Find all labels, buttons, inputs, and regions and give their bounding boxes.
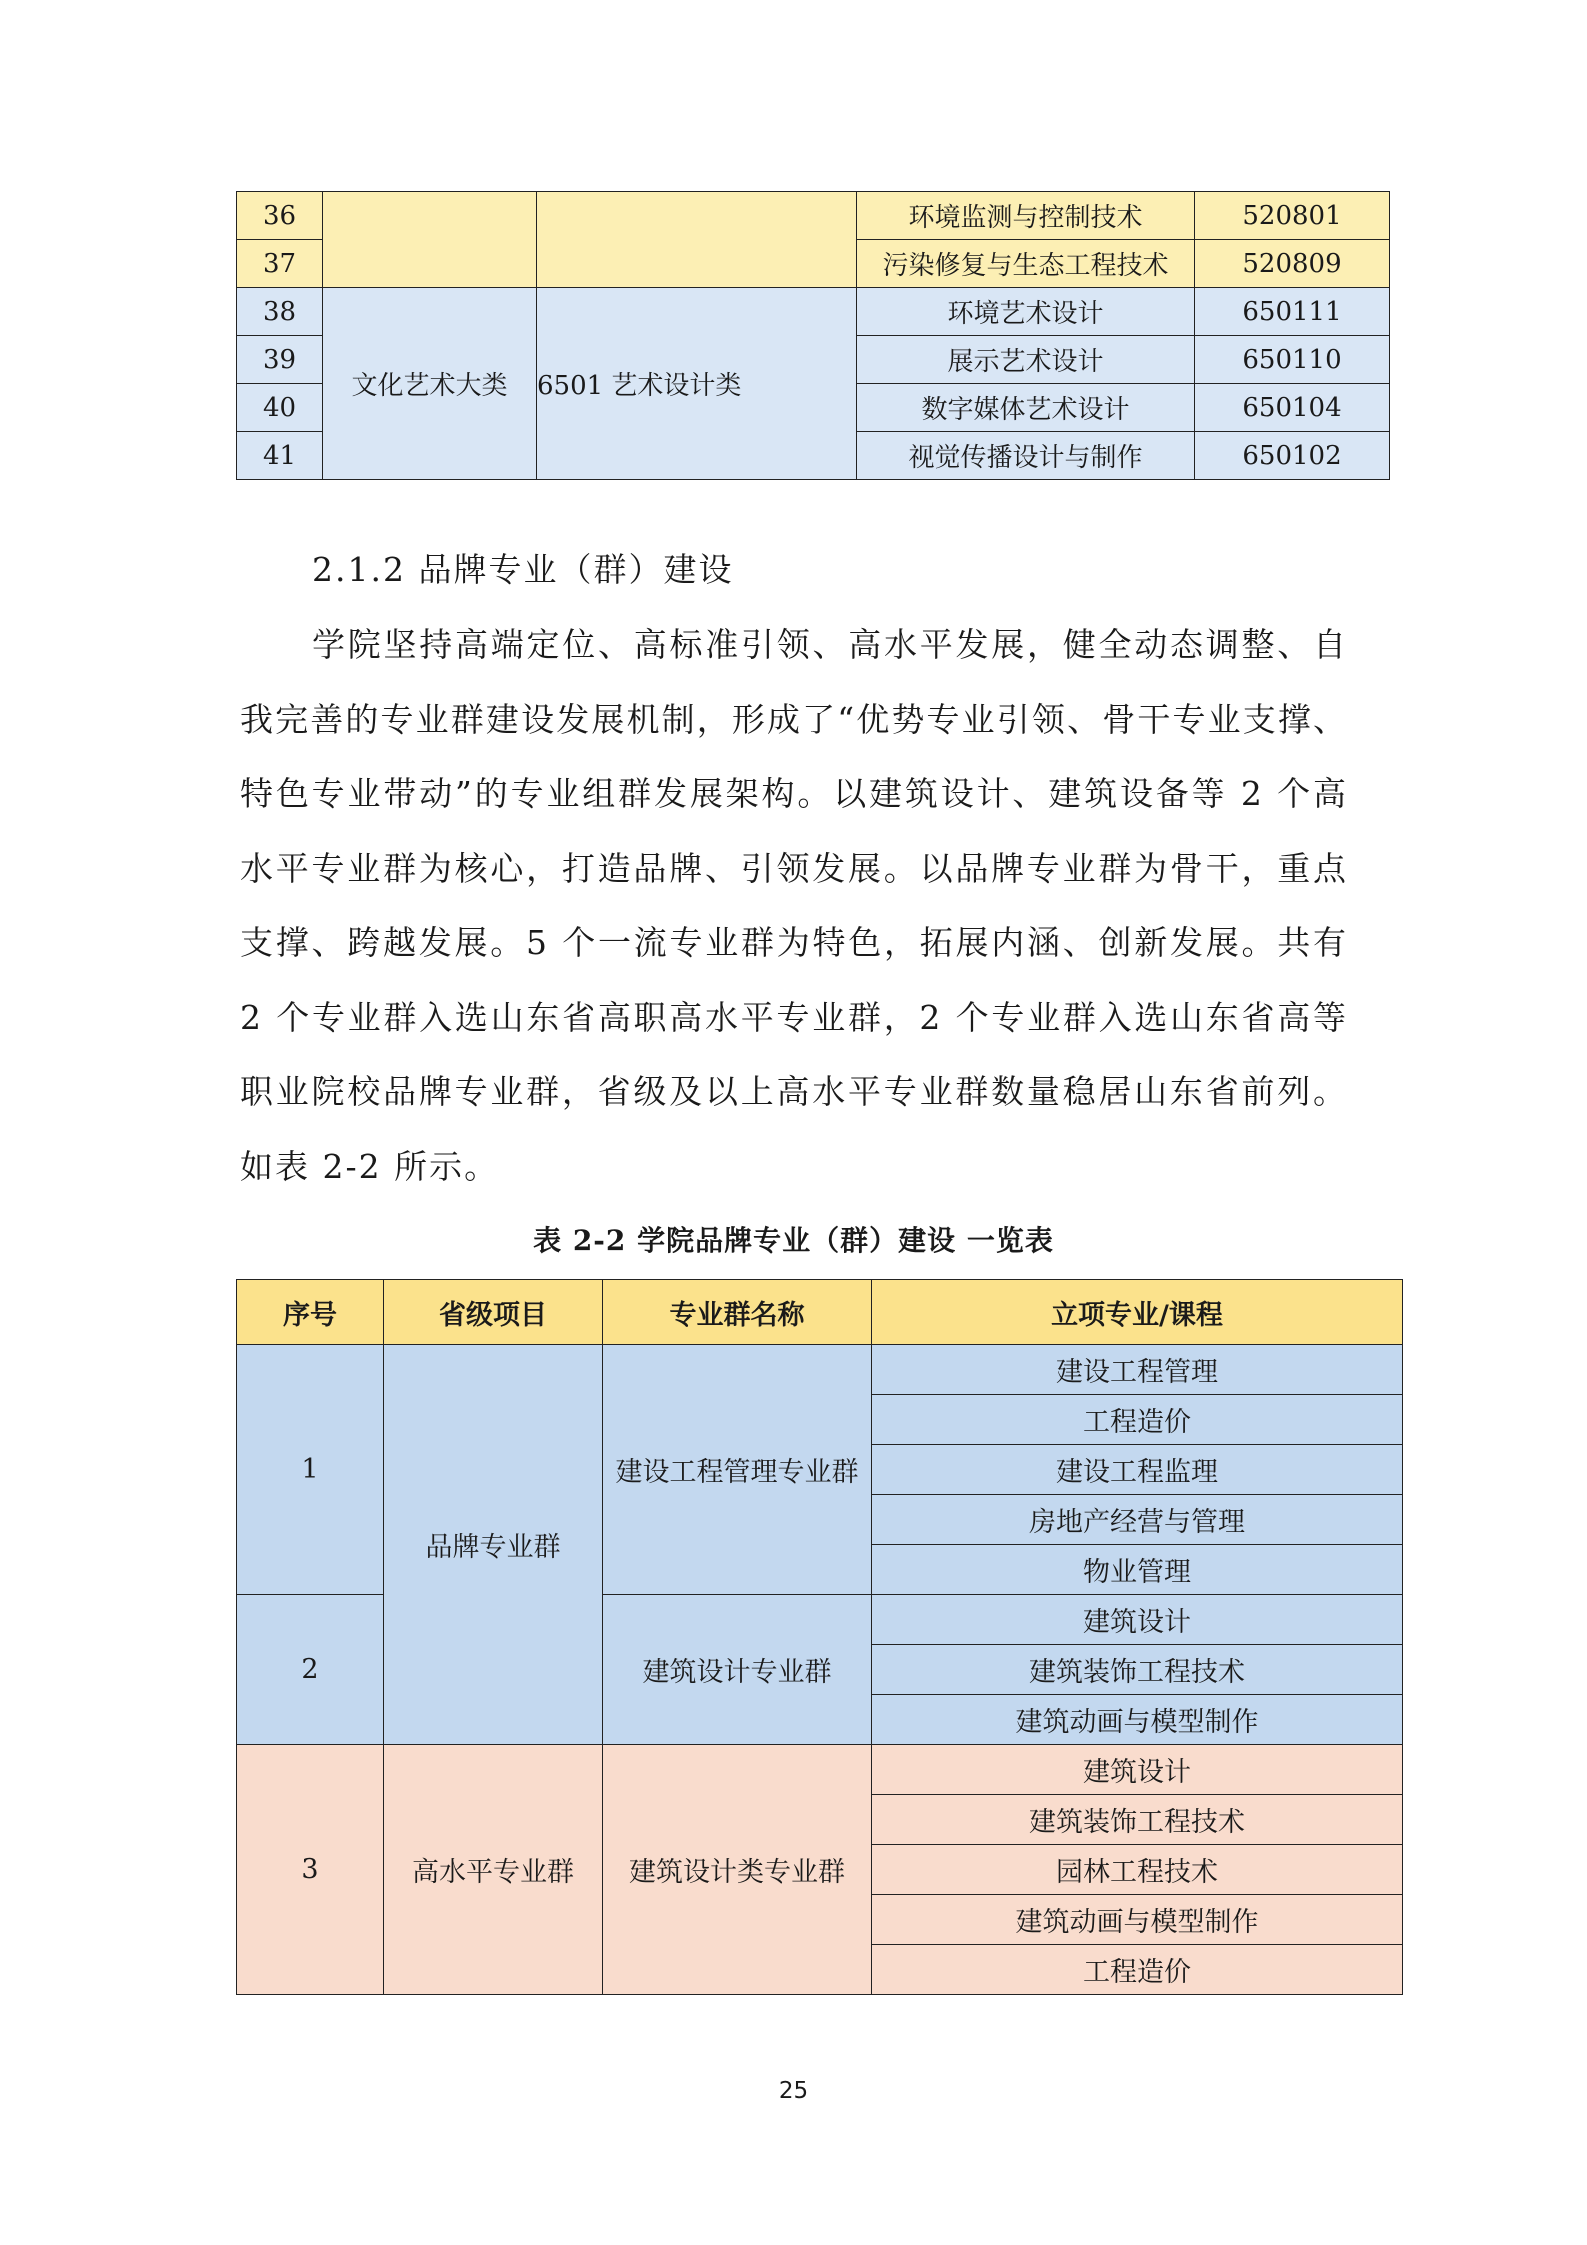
- group-number: 2: [237, 1595, 384, 1745]
- major-name: 建设工程管理: [872, 1345, 1403, 1395]
- provincial-project: 品牌专业群: [384, 1345, 603, 1745]
- group-number: 3: [237, 1745, 384, 1995]
- category-cell: 文化艺术大类: [323, 288, 537, 480]
- major-name: 建筑设计: [872, 1745, 1403, 1795]
- row-number: 36: [237, 192, 323, 240]
- major-name: 环境监测与控制技术: [857, 192, 1195, 240]
- major-name: 物业管理: [872, 1545, 1403, 1595]
- major-catalog-table: [236, 191, 1390, 480]
- page-number: 25: [778, 2078, 809, 2104]
- brand-cluster-table: [236, 1279, 1403, 1995]
- major-name: 视觉传播设计与制作: [857, 432, 1195, 480]
- major-name: 房地产经营与管理: [872, 1495, 1403, 1545]
- major-name: 建筑装饰工程技术: [872, 1795, 1403, 1845]
- major-name: 建筑动画与模型制作: [872, 1895, 1403, 1945]
- body-paragraph: 学院坚持高端定位、高标准引领、高水平发展，健全动态调整、自我完善的专业群建设发展机制，形成了“优势专业引领、骨干专业支撑、特色专业带动”的专业组群发展架构。以建筑设计、建筑设备等 2 个高水平专业群为核心，打造品牌、引领发展。以品牌专业群为骨干，重点支撑、跨越发展。5 个一流专业群为特色，拓展内涵、创新发展。共有 2 个专业群入选山东省高职高水平专业群，2 个专业群入选山东省高等职业院校品牌专业群，省级及以上高水平专业群数量稳居山东省前列。如表 2-2 所示。: [240, 625, 1348, 1186]
- provincial-project: 高水平专业群: [384, 1745, 603, 1995]
- cluster-name: 建设工程管理专业群: [603, 1345, 872, 1595]
- section-heading: 2.1.2 品牌专业（群）建设: [312, 550, 734, 589]
- major-name: 环境艺术设计: [857, 288, 1195, 336]
- cluster-name: 建筑设计类专业群: [603, 1745, 872, 1995]
- major-code: 520809: [1195, 240, 1390, 288]
- column-header: 序号: [237, 1280, 384, 1345]
- subcategory-cell: 6501 艺术设计类: [537, 288, 857, 480]
- major-name: 工程造价: [872, 1395, 1403, 1445]
- row-number: 39: [237, 336, 323, 384]
- row-number: 37: [237, 240, 323, 288]
- column-header: 省级项目: [384, 1280, 603, 1345]
- major-name: 数字媒体艺术设计: [857, 384, 1195, 432]
- major-code: 650110: [1195, 336, 1390, 384]
- table-caption: 表 2-2 学院品牌专业（群）建设 一览表: [533, 1224, 1054, 1257]
- table-row: [237, 288, 1390, 336]
- major-name: 建筑设计: [872, 1595, 1403, 1645]
- category-cell: [323, 192, 537, 288]
- major-code: 520801: [1195, 192, 1390, 240]
- row-number: 41: [237, 432, 323, 480]
- major-code: 650102: [1195, 432, 1390, 480]
- subcategory-cell: [537, 192, 857, 288]
- row-number: 40: [237, 384, 323, 432]
- table-row: [237, 1745, 1403, 1795]
- major-name: 建筑装饰工程技术: [872, 1645, 1403, 1695]
- table-row: [237, 1345, 1403, 1395]
- table-row: [237, 192, 1390, 240]
- major-name: 园林工程技术: [872, 1845, 1403, 1895]
- major-name: 工程造价: [872, 1945, 1403, 1995]
- major-name: 展示艺术设计: [857, 336, 1195, 384]
- cluster-name: 建筑设计专业群: [603, 1595, 872, 1745]
- table-header-row: [237, 1280, 1403, 1345]
- major-code: 650111: [1195, 288, 1390, 336]
- major-name: 建筑动画与模型制作: [872, 1695, 1403, 1745]
- major-name: 建设工程监理: [872, 1445, 1403, 1495]
- major-code: 650104: [1195, 384, 1390, 432]
- major-name: 污染修复与生态工程技术: [857, 240, 1195, 288]
- group-number: 1: [237, 1345, 384, 1595]
- row-number: 38: [237, 288, 323, 336]
- column-header: 专业群名称: [603, 1280, 872, 1345]
- column-header: 立项专业/课程: [872, 1280, 1403, 1345]
